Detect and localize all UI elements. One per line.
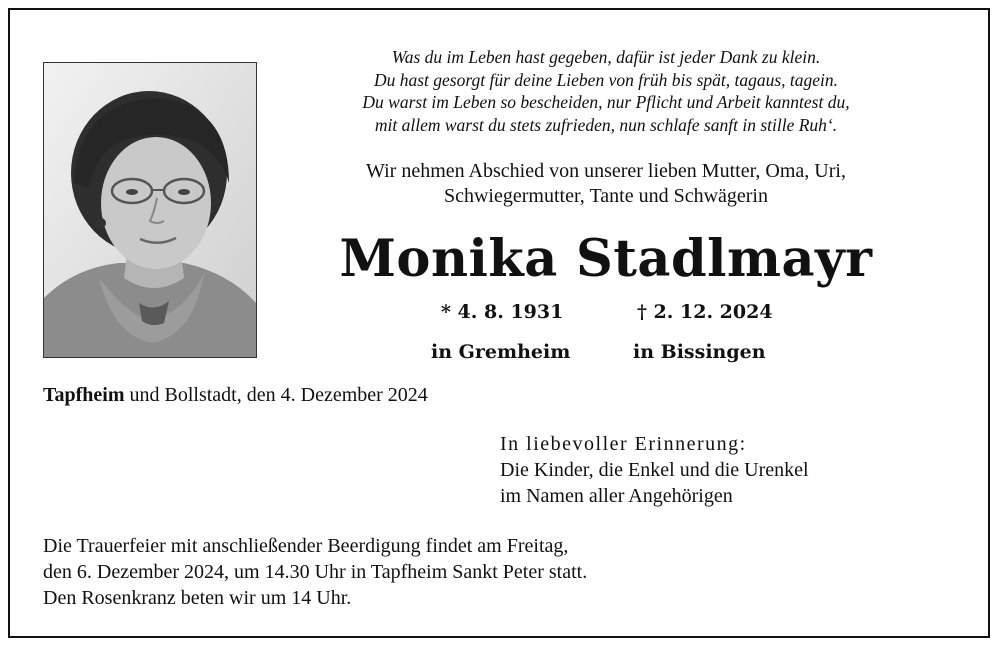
birth-date: * 4. 8. 1931 <box>441 301 564 323</box>
poem-line: Was du im Leben hast gegeben, dafür ist jeder Dank zu klein. <box>391 47 821 67</box>
signature-block <box>500 431 809 509</box>
memorial-poem <box>270 46 942 136</box>
place-name: Tapfheim <box>43 384 125 406</box>
funeral-notice <box>43 533 587 611</box>
portrait-photo <box>43 62 257 358</box>
signature-line: Die Kinder, die Enkel und die Urenkel <box>500 459 809 481</box>
signature-line: im Namen aller Angehörigen <box>500 485 733 507</box>
signature-heading: In liebevoller Erinnerung: <box>500 433 747 455</box>
deceased-name: Monika Stadlmayr <box>339 229 873 289</box>
death-place: in Bissingen <box>633 341 766 363</box>
funeral-line: Den Rosenkranz beten wir um 14 Uhr. <box>43 587 352 609</box>
funeral-line: den 6. Dezember 2024, um 14.30 Uhr in Tapfheim Sankt Peter statt. <box>43 561 588 583</box>
place-and-date <box>43 383 428 408</box>
birth-place: in Gremheim <box>431 341 571 363</box>
poem-line: Du warst im Leben so bescheiden, nur Pflicht und Arbeit kanntest du, <box>362 92 850 112</box>
portrait-illustration <box>44 63 256 357</box>
place-date-text: und Bollstadt, den 4. Dezember 2024 <box>124 384 428 406</box>
poem-line: mit allem warst du stets zufrieden, nun schlafe sanft in stille Ruh‘. <box>374 114 838 135</box>
intro-line: Wir nehmen Abschied von unserer lieben Mutter, Oma, Uri, <box>366 160 846 182</box>
death-date: † 2. 12. 2024 <box>637 301 773 323</box>
farewell-intro <box>270 159 942 209</box>
intro-line: Schwiegermutter, Tante und Schwägerin <box>443 185 768 207</box>
funeral-line: Die Trauerfeier mit anschließender Beerdigung findet am Freitag, <box>43 535 569 557</box>
poem-line: Du hast gesorgt für deine Lieben von früh bis spät, tagaus, tagein. <box>373 69 839 90</box>
